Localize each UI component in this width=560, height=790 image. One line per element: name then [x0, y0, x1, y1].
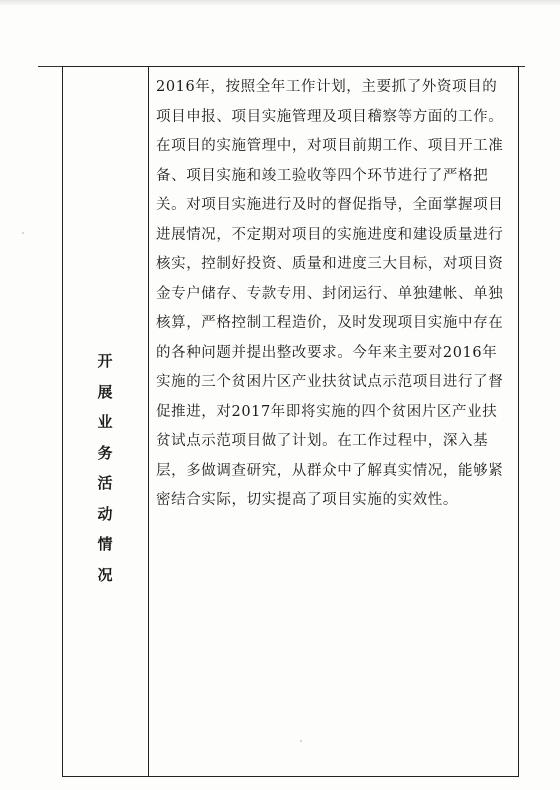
section-label-char: 况 — [97, 565, 113, 584]
section-content-cell — [156, 73, 512, 516]
section-label-char: 活 — [97, 474, 113, 492]
section-label-char: 业 — [97, 413, 113, 431]
scan-edge-shadow — [0, 0, 560, 6]
column-divider — [148, 66, 149, 777]
scan-speck — [300, 740, 302, 742]
section-label-char: 开 — [97, 352, 113, 370]
section-label-char: 动 — [97, 504, 113, 523]
section-label-cell — [62, 66, 148, 777]
section-body-text: 2016年，按照全年工作计划，主要抓了外资项目的项目申报、项目实施管理及项目稽察等方面的工作。在项目的实施管理中，对项目前期工作、项目开工准备、项目实施和竣工验收等四个环节进行了严格把关。对项目实施进行及时的督促指导，全面掌握项目进展情况，不定期对项目的实施进度和建设质量进行核实，控制好投资、质量和进度三大目标，对项目资金专户储存、专款专用、封闭运行、单独建帐、单独核算，严格控制工程造价，及时发现项目实施中存在的各种问题并提出整改要求。今年来主要对2016年实施的三个贫困片区产业扶贫试点示范项目进行了督促推进，对2017年即将实施的四个贫困片区产业扶贫试点示范项目做了计划。在工作过程中，深入基层，多做调查研究，从群众中了解真实情况，能够紧密结合实际，切实提高了项目实施的实效性。 — [156, 79, 504, 508]
section-label-char: 展 — [97, 382, 113, 401]
scan-speck — [22, 232, 24, 234]
section-label — [97, 346, 112, 590]
section-label-char: 情 — [97, 535, 113, 553]
section-label-char: 务 — [97, 443, 113, 462]
